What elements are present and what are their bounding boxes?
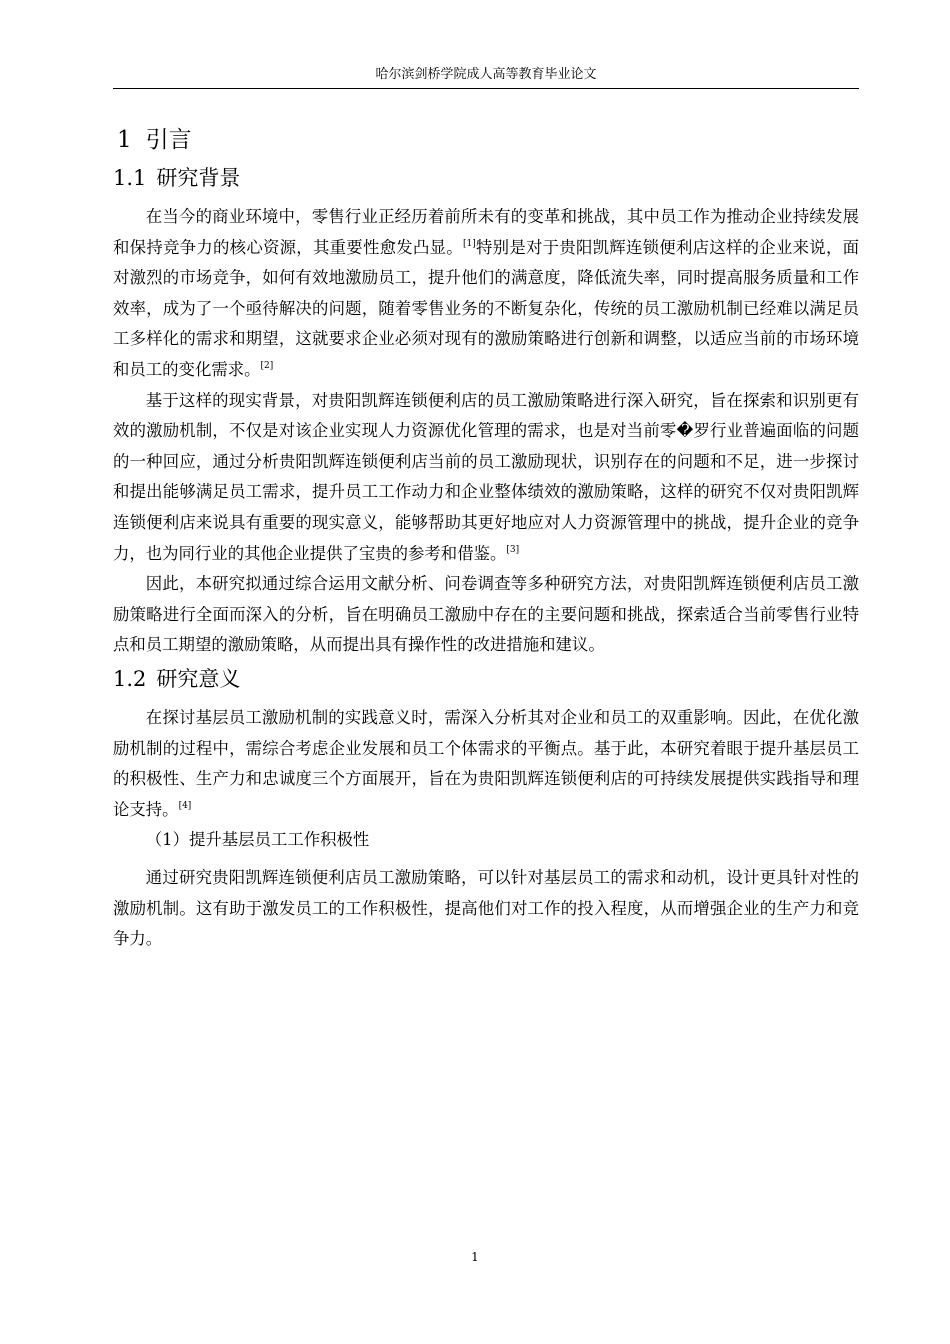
citation-ref: [1] — [462, 238, 476, 249]
section-number: 1.2 — [113, 666, 147, 691]
section-title: 研究背景 — [156, 166, 241, 190]
paragraph-background-1 — [113, 202, 859, 386]
paragraph-background-3 — [113, 569, 859, 661]
paragraph-significance-1 — [113, 703, 859, 825]
header-rule — [113, 88, 859, 89]
page-content — [113, 120, 859, 955]
list-item-label: （1）提升基层员工工作积极性 — [145, 830, 370, 850]
citation-ref: [4] — [178, 800, 192, 811]
chapter-number: 1 — [117, 127, 132, 153]
section-title: 研究意义 — [156, 666, 241, 691]
paragraph-background-2 — [113, 386, 859, 570]
list-item-body: 通过研究贵阳凯辉连锁便利店员工激励策略，可以针对基层员工的需求和动机，设计更具针对性的激励机制。这有助于激发员工的工作积极性，提高他们对工作的投入程度，从而增强企业的生产力和竞争力。 — [113, 868, 859, 949]
paragraph-text: 特别是对于贵阳凯辉连锁便利店这样的企业来说，面对激烈的市场竞争，如何有效地激励员工，提升他们的满意度，降低流失率，同时提高服务质量和工作效率，成为了一个亟待解决的问题，随着零售业务的不断复杂化，传统的员工激励机制已经难以满足员工多样化的需求和期望，这就要求企业必须对现有的激励策略进行创新和调整，以适应当前的市场环境和员工的变化需求。 — [113, 237, 860, 379]
section-heading-background — [113, 160, 859, 196]
chapter-heading — [117, 120, 859, 160]
section-number: 1.1 — [113, 166, 147, 190]
citation-ref: [2] — [260, 360, 274, 371]
paragraph-text: 基于这样的现实背景，对贵阳凯辉连锁便利店的员工激励策略进行深入研究，旨在探索和识别更有效的激励机制，不仅是对该企业实现人力资源优化管理的需求，也是对当前零�罗行业普遍面临的问题的一种回应，通过分析贵阳凯辉连锁便利店当前的员工激励现状，识别存在的问题和不足，进一步探讨和提出能够满足员工需求，提升员工工作动力和企业整体绩效的激励策略，这样的研究不仅对贵阳凯辉连锁便利店来说具有重要的现实意义，能够帮助其更好地应对人力资源管理中的挑战，提升企业的竞争力，也为同行业的其他企业提供了宝贵的参考和借鉴。 — [113, 390, 859, 563]
chapter-title: 引言 — [145, 127, 192, 153]
page-number: 1 — [471, 1250, 479, 1264]
running-header: 哈尔滨剑桥学院成人高等教育毕业论文 — [375, 67, 597, 82]
section-heading-significance — [113, 661, 859, 697]
citation-ref: [3] — [506, 544, 520, 555]
paragraph-text: 在探讨基层员工激励机制的实践意义时，需深入分析其对企业和员工的双重影响。因此，在优化激励机制的过程中，需综合考虑企业发展和员工个体需求的平衡点。基于此，本研究着眼于提升基层员工的积极性、生产力和忠诚度三个方面展开，旨在为贵阳凯辉连锁便利店的可持续发展提供实践指导和理论支持。 — [113, 707, 859, 819]
paragraph-text: 在当今的商业环境中，零售行业正经历着前所未有的变革和挑战，其中员工作为推动企业持续发展和保持竞争力的核心资源，其重要性愈发凸显。 — [113, 207, 859, 257]
paragraph-text: 因此，本研究拟通过综合运用文献分析、问卷调查等多种研究方法，对贵阳凯辉连锁便利店员工激励策略进行全面而深入的分析，旨在明确员工激励中存在的主要问题和挑战，探索适合当前零售行业特点和员工期望的激励策略，从而提出具有操作性的改进措施和建议。 — [113, 574, 859, 655]
